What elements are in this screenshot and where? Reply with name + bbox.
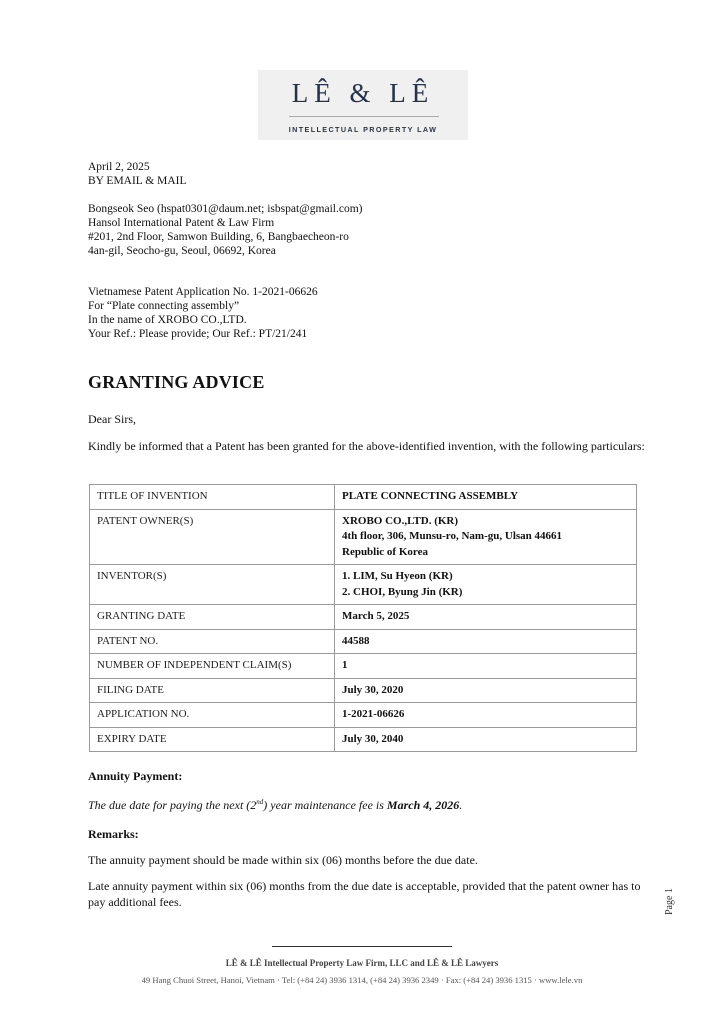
- particular-value-line: XROBO CO.,LTD. (KR): [342, 514, 459, 527]
- particular-value-line: March 5, 2025: [342, 610, 410, 622]
- particular-value-line: PLATE CONNECTING ASSEMBLY: [342, 490, 519, 502]
- recipient-line: #201, 2nd Floor, Samwon Building, 6, Bangbaecheon-ro: [88, 231, 349, 243]
- remarks-paragraph: Late annuity payment within six (06) months from the due date is acceptable, provided that the patent owner has to pay additional fees.: [88, 879, 641, 909]
- particular-label: INVENTOR(S): [90, 565, 335, 605]
- footer-firm-name: LÊ & LÊ Intellectual Property Law Firm, LLC and LÊ & LÊ Lawyers: [225, 958, 499, 968]
- particular-value-line: 2. CHOI, Byung Jin (KR): [342, 585, 463, 598]
- particular-value: [335, 629, 637, 654]
- ordinal-suffix: nd: [256, 798, 264, 806]
- footer-divider: [272, 946, 452, 947]
- letter-date: April 2, 2025: [88, 161, 150, 173]
- page-number: Page 1: [664, 888, 675, 915]
- table-row: [90, 509, 637, 565]
- remarks-paragraph: The annuity payment should be made within six (06) months before the due date.: [88, 853, 478, 867]
- particular-value-line: 4th floor, 306, Munsu-ro, Nam-gu, Ulsan 44661: [342, 530, 563, 542]
- recipient-line: Hansol International Patent & Law Firm: [88, 217, 275, 229]
- logo-tagline: INTELLECTUAL PROPERTY LAW: [288, 125, 438, 134]
- recipient-address: [88, 202, 362, 258]
- particular-value-line: Republic of Korea: [342, 545, 428, 558]
- annuity-statement: [88, 794, 462, 813]
- table-row: [90, 703, 637, 728]
- logo-divider: [289, 116, 439, 117]
- reference-line: For “Plate connecting assembly”: [88, 300, 240, 312]
- particular-value: [335, 703, 637, 728]
- reference-block: [88, 285, 318, 341]
- recipient-line: 4an-gil, Seocho-gu, Seoul, 06692, Korea: [88, 245, 276, 257]
- annuity-text: The due date for paying the next (2: [88, 798, 257, 812]
- salutation: Dear Sirs,: [88, 412, 136, 426]
- table-row: [90, 678, 637, 703]
- document-title: GRANTING ADVICE: [88, 372, 265, 392]
- particular-value: [335, 654, 637, 679]
- particular-label: PATENT OWNER(S): [90, 509, 335, 565]
- particular-value: [335, 509, 637, 565]
- particulars-table: [89, 484, 637, 752]
- table-row: [90, 485, 637, 510]
- reference-line: Your Ref.: Please provide; Our Ref.: PT/21/241: [88, 328, 308, 340]
- particular-label: TITLE OF INVENTION: [90, 485, 335, 510]
- remarks-heading: Remarks:: [88, 827, 139, 841]
- delivery-method: BY EMAIL & MAIL: [88, 175, 187, 187]
- table-row: [90, 565, 637, 605]
- reference-line: In the name of XROBO CO.,LTD.: [88, 314, 247, 326]
- annuity-due-date: March 4, 2026: [386, 798, 460, 812]
- particular-value: [335, 727, 637, 752]
- intro-paragraph: Kindly be informed that a Patent has been granted for the above-identified invention, with the following particulars:: [88, 439, 645, 453]
- particular-value-line: 1-2021-06626: [342, 708, 405, 720]
- particulars-body: [90, 485, 637, 752]
- date-block: [88, 160, 187, 188]
- recipient-line: Bongseok Seo (hspat0301@daum.net; isbspat@gmail.com): [88, 203, 363, 215]
- particular-label: FILING DATE: [90, 678, 335, 703]
- table-row: [90, 654, 637, 679]
- annuity-heading: Annuity Payment:: [88, 769, 183, 783]
- particular-value-line: 44588: [342, 634, 370, 647]
- particular-value-line: July 30, 2040: [342, 732, 404, 745]
- firm-logo: LÊ & LÊ: [291, 78, 435, 108]
- particular-label: GRANTING DATE: [90, 605, 335, 630]
- particular-value: [335, 565, 637, 605]
- particular-value-line: July 30, 2020: [342, 683, 404, 696]
- particular-value: [335, 678, 637, 703]
- reference-line: Vietnamese Patent Application No. 1-2021-06626: [88, 286, 318, 298]
- table-row: [90, 727, 637, 752]
- footer-contact: 49 Hang Chuoi Street, Hanoi, Vietnam · Tel: (+84 24) 3936 1314, (+84 24) 3936 2349 · Fax: (+84 24) 3936 1315 · www.lele.vn: [141, 975, 583, 985]
- particular-label: PATENT NO.: [90, 629, 335, 654]
- particular-label: NUMBER OF INDEPENDENT CLAIM(S): [90, 654, 335, 679]
- particular-value-line: 1: [342, 659, 348, 671]
- table-row: [90, 605, 637, 630]
- particular-label: APPLICATION NO.: [90, 703, 335, 728]
- annuity-text: .: [459, 798, 463, 812]
- particular-value: [335, 605, 637, 630]
- particular-value: [335, 485, 637, 510]
- particular-value-line: 1. LIM, Su Hyeon (KR): [342, 570, 453, 582]
- table-row: [90, 629, 637, 654]
- annuity-text: ) year maintenance fee is: [263, 798, 387, 812]
- particular-label: EXPIRY DATE: [90, 727, 335, 752]
